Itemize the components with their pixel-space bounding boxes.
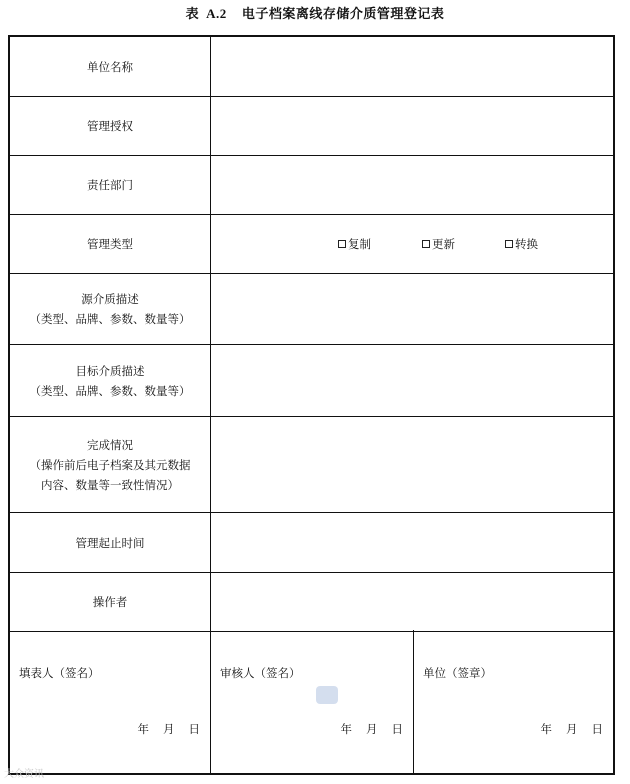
day-label: 日 — [391, 722, 405, 736]
unit-seal-cell[interactable] — [414, 630, 613, 773]
sign-date — [126, 721, 203, 737]
title-text: 电子档案离线存储介质管理登记表 — [241, 7, 445, 22]
label-text: 完成情况 — [87, 437, 133, 452]
row-management-period — [10, 513, 613, 573]
sign-date — [329, 721, 406, 737]
month-label: 月 — [566, 722, 580, 736]
checkbox-convert[interactable] — [505, 215, 538, 273]
label-text: 单位名称 — [87, 59, 133, 74]
source-media-description-field[interactable] — [211, 274, 613, 344]
label-text: 管理起止时间 — [75, 535, 145, 550]
label-note: （类型、品牌、参数、数量等） — [29, 383, 191, 398]
preparer-signature-cell[interactable] — [10, 630, 211, 773]
unit-seal-label: 单位（签章） — [423, 666, 492, 680]
stamp-mark-icon — [316, 686, 338, 704]
label-note: 内容、数量等一致性情况） — [41, 477, 179, 492]
checkbox-label: 更新 — [432, 237, 455, 251]
label-cell — [10, 97, 211, 155]
row-unit-name — [10, 37, 613, 97]
title-number: A.2 — [206, 6, 227, 21]
signature-row — [10, 630, 613, 773]
management-authorization-field[interactable] — [211, 97, 613, 155]
checkbox-icon[interactable] — [505, 240, 513, 248]
checkbox-label: 复制 — [348, 237, 371, 251]
day-label: 日 — [188, 722, 202, 736]
row-target-media-description — [10, 345, 613, 417]
label-text: 目标介质描述 — [75, 363, 145, 378]
checkbox-label: 转换 — [515, 237, 538, 251]
label-cell — [10, 345, 211, 416]
label-cell — [10, 37, 211, 96]
label-cell — [10, 274, 211, 344]
reviewer-signature-label: 审核人（签名） — [220, 666, 301, 680]
label-note: （类型、品牌、参数、数量等） — [29, 312, 191, 326]
month-label: 月 — [163, 722, 177, 736]
label-text: 管理授权 — [87, 119, 133, 133]
checkbox-copy[interactable] — [338, 215, 371, 273]
year-label: 年 — [540, 722, 554, 736]
management-type-field — [211, 215, 613, 273]
label-cell — [10, 156, 211, 214]
completion-status-field[interactable] — [211, 417, 613, 512]
label-cell — [10, 417, 211, 512]
watermark: 大众资讯 — [4, 769, 44, 780]
label-cell — [10, 573, 211, 631]
label-cell — [10, 513, 211, 572]
sign-date — [529, 721, 606, 737]
label-text: 管理类型 — [87, 237, 133, 251]
row-management-type — [10, 215, 613, 274]
checkbox-update[interactable] — [422, 215, 455, 273]
label-text: 源介质描述 — [81, 292, 139, 306]
form-title — [0, 3, 630, 22]
checkbox-icon[interactable] — [422, 240, 430, 248]
unit-name-field[interactable] — [211, 37, 613, 96]
row-management-authorization — [10, 97, 613, 156]
operator-field[interactable] — [211, 573, 613, 631]
registration-form-table — [8, 35, 615, 775]
label-text: 责任部门 — [87, 178, 133, 192]
title-prefix: 表 — [185, 7, 200, 22]
month-label: 月 — [366, 722, 380, 736]
responsible-department-field[interactable] — [211, 156, 613, 214]
preparer-signature-label: 填表人（签名） — [19, 666, 100, 680]
management-period-field[interactable] — [211, 513, 613, 572]
label-note: （操作前后电子档案及其元数据 — [29, 457, 191, 472]
row-operator — [10, 573, 613, 632]
target-media-description-field[interactable] — [211, 345, 613, 416]
label-text: 操作者 — [92, 595, 128, 609]
row-source-media-description — [10, 274, 613, 345]
checkbox-icon[interactable] — [338, 240, 346, 248]
label-cell — [10, 215, 211, 273]
day-label: 日 — [591, 722, 605, 736]
row-responsible-department — [10, 156, 613, 215]
reviewer-signature-cell[interactable] — [211, 630, 414, 773]
row-completion-status — [10, 417, 613, 513]
year-label: 年 — [340, 722, 354, 736]
year-label: 年 — [137, 722, 151, 736]
